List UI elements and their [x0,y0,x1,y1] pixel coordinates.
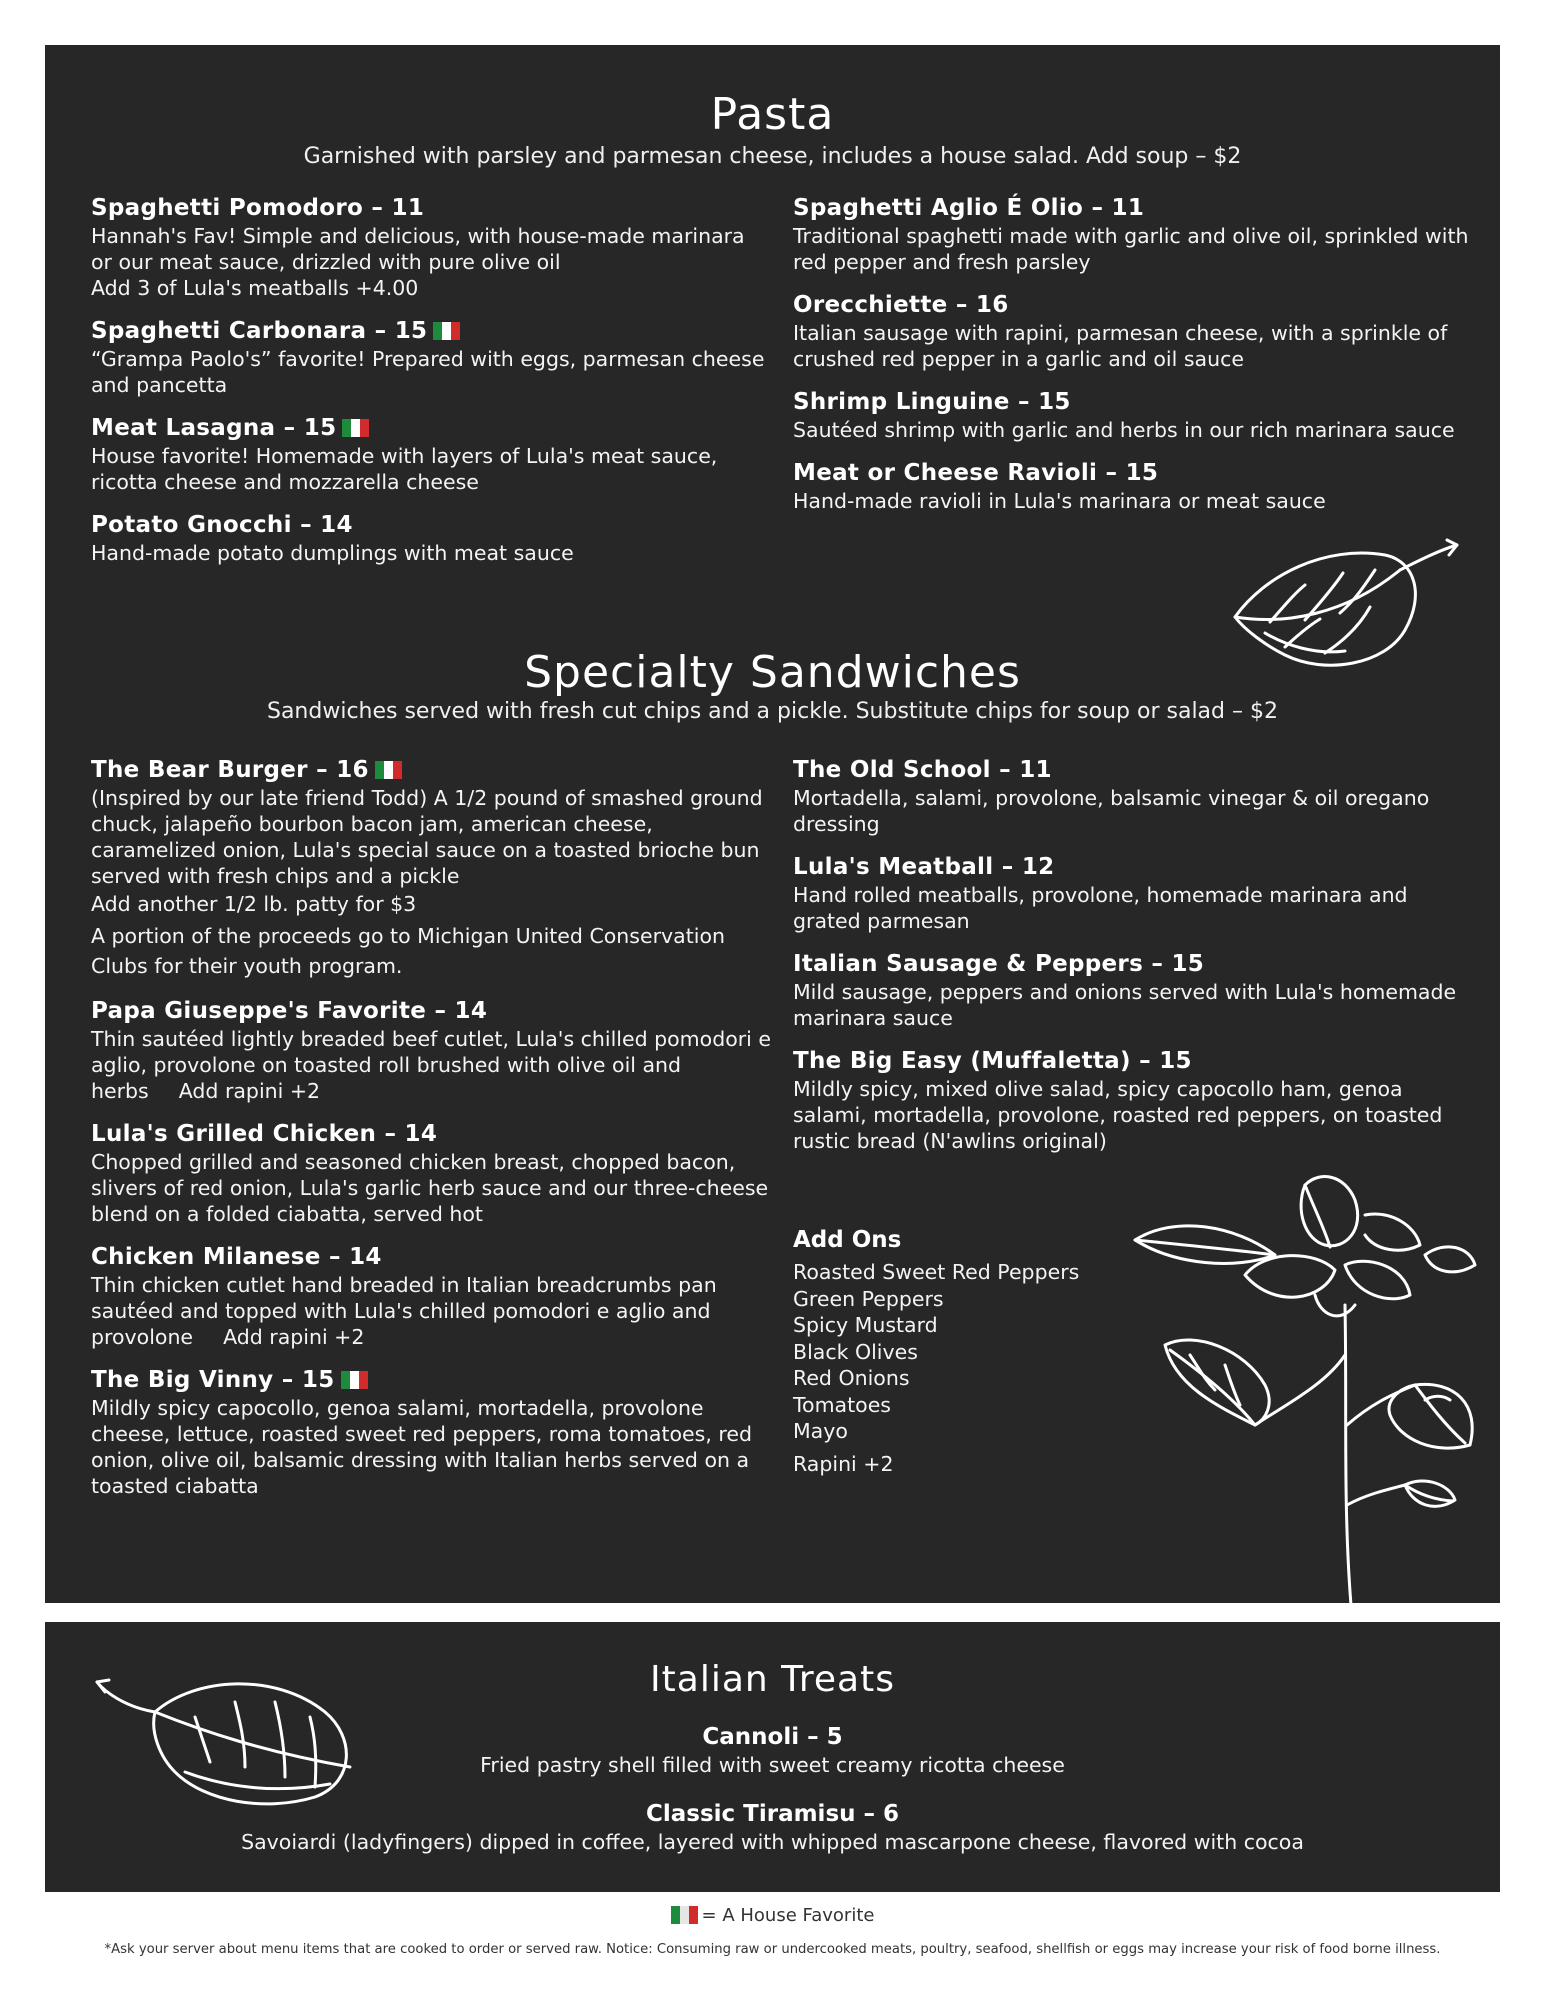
menu-item [91,1120,781,1227]
menu-item [91,511,771,566]
addon-item: Black Olives [793,1339,918,1364]
item-description: Hannah's Fav! Simple and delicious, with house-made marinara or our meat sauce, drizzled with pure olive oil [91,224,745,274]
italian-flag-icon [342,416,369,434]
menu-item [793,291,1473,372]
menu-item [793,388,1473,443]
menu-item [793,756,1473,837]
menu-item [91,1243,781,1350]
basil-sprig-icon [1115,1155,1485,1603]
pasta-right-column [793,194,1473,530]
item-description: Hand rolled meatballs, provolone, homemade marinara and grated parmesan [793,883,1408,933]
item-description: Mildly spicy capocollo, genoa salami, mortadella, provolone cheese, lettuce, roasted sweet red peppers, roma tomatoes, red onion, olive oil, balsamic dressing with Italian herbs served on a toasted ciabatta [91,1396,752,1498]
pasta-subtitle: Garnished with parsley and parmesan cheese, includes a house salad. Add soup – $2 [303,144,1242,169]
item-title: Spaghetti Carbonara – 15 [91,318,428,344]
italian-flag-icon [341,1368,368,1386]
item-title: The Big Easy (Muffaletta) – 15 [793,1048,1192,1074]
item-addon: Add rapini +2 [223,1325,365,1349]
treat-description: Savoiardi (ladyfingers) dipped in coffee, layered with whipped mascarpone cheese, flavored with cocoa [241,1830,1304,1854]
item-title: Meat Lasagna – 15 [91,415,337,441]
sandwiches-right-column [793,756,1473,1170]
addons-list [793,1225,1133,1477]
item-description: Chopped grilled and seasoned chicken breast, chopped bacon, slivers of red onion, Lula's garlic herb sauce and our three-cheese blend on a folded ciabatta, served hot [91,1150,769,1226]
item-description: Hand-made potato dumplings with meat sauce [91,541,574,565]
menu-panel-treats [45,1622,1500,1892]
sandwiches-left-column [91,756,781,1515]
item-title: Spaghetti Pomodoro – 11 [91,195,425,221]
italian-flag-icon [433,319,460,337]
menu-item [793,194,1473,275]
treat-title: Classic Tiramisu – 6 [645,1801,900,1827]
item-description: Sautéed shrimp with garlic and herbs in our rich marinara sauce [793,418,1455,442]
item-title: The Big Vinny – 15 [91,1367,335,1393]
pasta-left-column [91,194,771,582]
item-title: Potato Gnocchi – 14 [91,512,353,538]
italian-flag-icon [671,1906,698,1924]
menu-item [793,459,1473,514]
addon-item: Roasted Sweet Red Peppers [793,1260,1080,1284]
sandwiches-subtitle: Sandwiches served with fresh cut chips and a pickle. Substitute chips for soup or salad – $2 [266,699,1278,724]
item-description: Mild sausage, peppers and onions served with Lula's homemade marinara sauce [793,980,1457,1030]
menu-item [91,317,771,398]
menu-panel-main [45,45,1500,1603]
item-title: Shrimp Linguine – 15 [793,389,1071,415]
item-description: Thin chicken cutlet hand breaded in Italian breadcrumbs pan sautéed and topped with Lula's chilled pomodori e aglio and provolone [91,1273,717,1349]
addons-title: Add Ons [793,1227,902,1253]
addon-item: Green Peppers [793,1286,944,1311]
item-description: Mildly spicy, mixed olive salad, spicy capocollo ham, genoa salami, mortadella, provolone, roasted red peppers, on toasted rustic bread (N'awlins original) [793,1077,1443,1153]
item-extra: Add another 1/2 lb. patty for $3 [91,892,417,916]
menu-item [793,950,1473,1031]
pasta-title: Pasta [710,89,835,140]
item-description: Hand-made ravioli in Lula's marinara or meat sauce [793,489,1326,513]
addon-item: Mayo [793,1419,848,1443]
item-title: Spaghetti Aglio É Olio – 11 [793,195,1145,221]
item-title: Orecchiette – 16 [793,292,1009,318]
item-title: Chicken Milanese – 14 [91,1244,382,1270]
item-description: “Grampa Paolo's” favorite! Prepared with eggs, parmesan cheese and pancetta [91,347,765,397]
food-safety-disclaimer: *Ask your server about menu items that are cooked to order or served raw. Notice: Consuming raw or undercooked meats, poultry, seafood, shellfish or eggs may increase your risk of food borne illness. [104,1942,1441,1957]
item-title: The Bear Burger – 16 [91,757,369,783]
menu-item [793,853,1473,934]
item-description: Mortadella, salami, provolone, balsamic vinegar & oil oregano dressing [793,786,1430,836]
item-title: Italian Sausage & Peppers – 15 [793,951,1205,977]
menu-item [91,997,781,1104]
menu-item [91,1366,781,1499]
legend-text: = A House Favorite [701,1905,875,1926]
addon-item: Tomatoes [793,1392,891,1417]
item-title: Meat or Cheese Ravioli – 15 [793,460,1159,486]
sandwiches-title: Specialty Sandwiches [524,647,1021,698]
menu-item [793,1047,1473,1154]
treat-title: Cannoli – 5 [702,1724,843,1750]
item-extra: Add 3 of Lula's meatballs +4.00 [91,276,419,300]
item-title: Lula's Grilled Chicken – 14 [91,1121,438,1147]
addon-item: Red Onions [793,1366,910,1390]
item-description: House favorite! Homemade with layers of Lula's meat sauce, ricotta cheese and mozzarella cheese [91,444,718,494]
item-description: Traditional spaghetti made with garlic and olive oil, sprinkled with red pepper and fresh parsley [793,224,1469,274]
menu-item [91,414,771,495]
treat-description: Fried pastry shell filled with sweet creamy ricotta cheese [480,1753,1065,1777]
italian-flag-icon [375,758,402,776]
addon-item: Spicy Mustard [793,1313,938,1337]
menu-item [91,194,771,301]
item-extra: A portion of the proceeds go to Michigan United Conservation Clubs for their youth program. [91,924,725,978]
item-description: (Inspired by our late friend Todd) A 1/2 pound of smashed ground chuck, jalapeño bourbon bacon jam, american cheese, caramelized onion, Lula's special sauce on a toasted brioche bun served with fresh chips and a pickle [91,786,763,888]
item-addon: Add rapini +2 [178,1079,321,1103]
treats-title: Italian Treats [650,1659,895,1700]
item-title: Lula's Meatball – 12 [793,854,1055,880]
menu-item [91,756,781,981]
item-title: The Old School – 11 [793,757,1052,783]
addon-extra: Rapini +2 [793,1451,894,1476]
favorite-legend [0,1903,1545,1929]
item-title: Papa Giuseppe's Favorite – 14 [91,998,488,1024]
item-description: Italian sausage with rapini, parmesan cheese, with a sprinkle of crushed red pepper in a garlic and oil sauce [793,321,1448,371]
item-description: Thin sautéed lightly breaded beef cutlet, Lula's chilled pomodori e aglio, provolone on toasted roll brushed with olive oil and herbs [91,1027,772,1103]
